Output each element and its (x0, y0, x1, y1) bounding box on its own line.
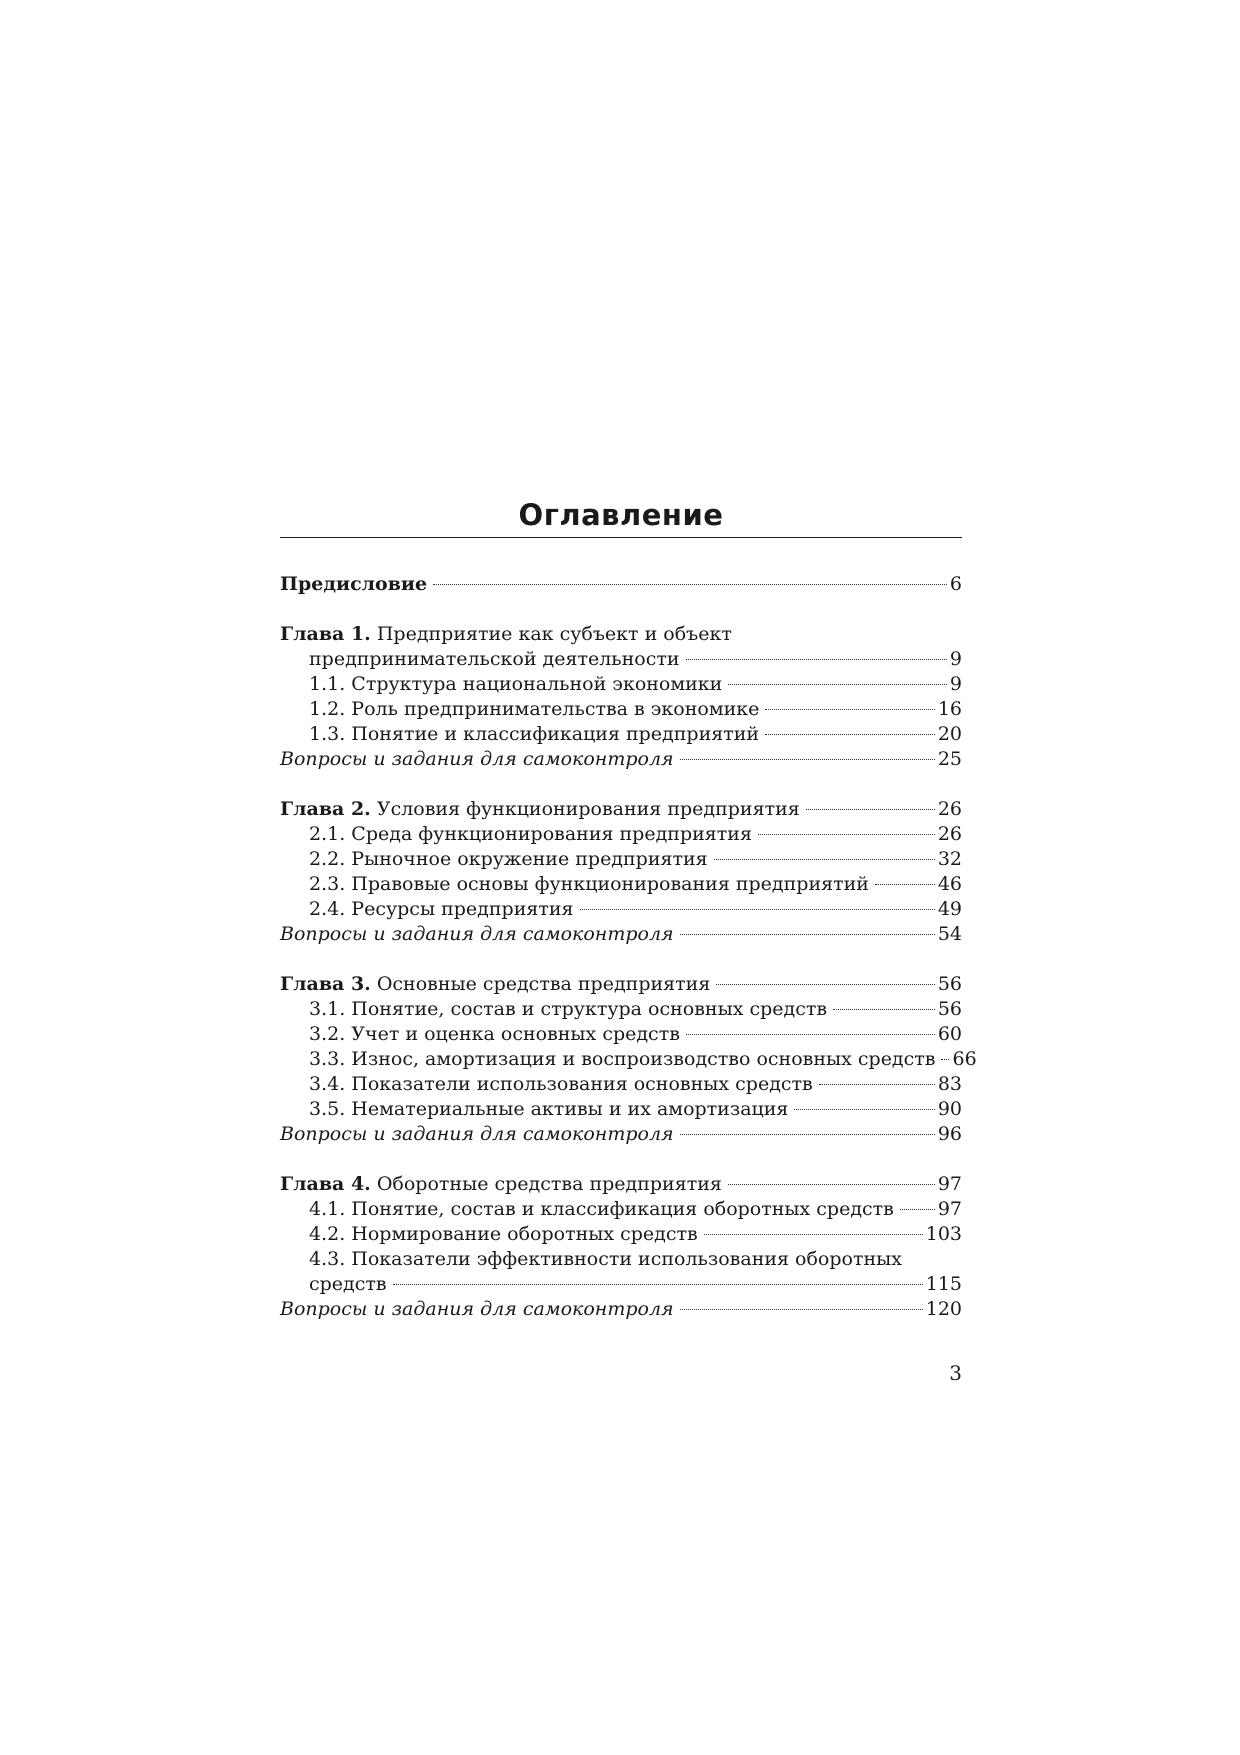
section-label: 1.2. Роль предпринимательства в экономике (309, 698, 760, 720)
toc-questions-1[interactable] (280, 747, 962, 772)
toc-questions-3[interactable] (280, 1122, 962, 1147)
dot-leader (794, 1109, 934, 1110)
dot-leader (819, 1084, 935, 1085)
page-ref: 96 (937, 1123, 962, 1145)
page-ref: 26 (937, 798, 962, 820)
dot-leader (900, 1209, 935, 1210)
page-ref: 60 (937, 1023, 962, 1045)
questions-label: Вопросы и задания для самоконтроля (280, 1123, 674, 1145)
toc-section-2-1[interactable] (280, 822, 962, 847)
section-label: 3.2. Учет и оценка основных средств (309, 1023, 680, 1045)
toc-section-4-3[interactable] (280, 1247, 962, 1272)
dot-leader (765, 734, 935, 735)
dot-leader (393, 1284, 923, 1285)
page-ref: 49 (937, 898, 962, 920)
dot-leader (765, 709, 934, 710)
section-label: 3.1. Понятие, состав и структура основных средств (309, 998, 828, 1020)
entry-label: Предисловие (280, 573, 428, 595)
dot-leader (680, 759, 935, 760)
toc-chapter-4-heading[interactable] (280, 1172, 962, 1197)
section-label-cont: средств (309, 1273, 387, 1295)
section-label: 3.3. Износ, амортизация и воспроизводство основных средств (309, 1048, 936, 1070)
dot-leader (806, 809, 935, 810)
section-label: 1.3. Понятие и классификация предприятий (309, 723, 760, 745)
dot-leader (875, 884, 935, 885)
chapter-title: Предприятие как субъект и объект (376, 623, 732, 645)
title-rule (280, 537, 962, 538)
page-ref: 90 (937, 1098, 962, 1120)
dot-leader (728, 1184, 935, 1185)
dot-leader (433, 584, 947, 585)
toc-section-3-5[interactable] (280, 1097, 962, 1122)
dot-leader (716, 984, 935, 985)
page-title: Оглавление (518, 498, 724, 532)
toc-questions-2[interactable] (280, 922, 962, 947)
page-ref: 9 (949, 648, 962, 670)
toc-section-2-3[interactable] (280, 872, 962, 897)
section-label: 3.4. Показатели использования основных средств (309, 1073, 813, 1095)
toc-section-1-3[interactable] (280, 722, 962, 747)
toc-section-2-4[interactable] (280, 897, 962, 922)
page-ref: 46 (937, 873, 962, 895)
section-label: 4.1. Понятие, состав и классификация оборотных средств (309, 1198, 894, 1220)
table-of-contents (280, 572, 977, 1322)
chapter-number: Глава 2. (280, 798, 371, 820)
page-ref: 66 (952, 1048, 977, 1070)
toc-section-3-1[interactable] (280, 997, 962, 1022)
toc-entry-preface[interactable] (280, 572, 962, 597)
page-ref: 54 (937, 923, 962, 945)
toc-section-3-2[interactable] (280, 1022, 962, 1047)
dot-leader (680, 1309, 923, 1310)
section-label: 2.2. Рыночное окружение предприятия (309, 848, 708, 870)
toc-section-1-2[interactable] (280, 697, 962, 722)
toc-section-1-1[interactable] (280, 672, 962, 697)
section-label: 4.2. Нормирование оборотных средств (309, 1223, 698, 1245)
dot-leader (941, 1059, 949, 1060)
dot-leader (580, 909, 935, 910)
toc-section-3-4[interactable] (280, 1072, 962, 1097)
page-ref: 97 (937, 1198, 962, 1220)
chapter-number: Глава 4. (280, 1173, 371, 1195)
dot-leader (833, 1009, 935, 1010)
section-label: 2.3. Правовые основы функционирования предприятий (309, 873, 869, 895)
chapter-number: Глава 1. (280, 623, 371, 645)
page-ref: 32 (937, 848, 962, 870)
dot-leader (704, 1234, 923, 1235)
chapter-title: Основные средства предприятия (376, 973, 711, 995)
section-label: 4.3. Показатели эффективности использования оборотных (309, 1248, 902, 1270)
page-ref: 6 (949, 573, 962, 595)
toc-section-4-1[interactable] (280, 1197, 962, 1222)
dot-leader (680, 1134, 935, 1135)
page-ref: 16 (937, 698, 962, 720)
dot-leader (758, 834, 935, 835)
toc-chapter-2-heading[interactable] (280, 797, 962, 822)
chapter-number: Глава 3. (280, 973, 371, 995)
page-ref: 56 (937, 998, 962, 1020)
dot-leader (728, 684, 947, 685)
toc-chapter-3-heading[interactable] (280, 972, 962, 997)
questions-label: Вопросы и задания для самоконтроля (280, 923, 674, 945)
dot-leader (714, 859, 935, 860)
section-label: 1.1. Структура национальной экономики (309, 673, 723, 695)
questions-label: Вопросы и задания для самоконтроля (280, 1298, 674, 1320)
dot-leader (680, 934, 935, 935)
section-label: 2.1. Среда функционирования предприятия (309, 823, 752, 845)
questions-label: Вопросы и задания для самоконтроля (280, 748, 674, 770)
chapter-title: Оборотные средства предприятия (376, 1173, 722, 1195)
page-ref: 120 (925, 1298, 962, 1320)
page-ref: 56 (937, 973, 962, 995)
page-ref: 25 (937, 748, 962, 770)
toc-questions-4[interactable] (280, 1297, 962, 1322)
chapter-title: Условия функционирования предприятия (376, 798, 800, 820)
page-number: 3 (949, 1361, 962, 1385)
dot-leader (686, 1034, 935, 1035)
page-ref: 103 (925, 1223, 962, 1245)
toc-page (280, 495, 977, 1322)
page-ref: 26 (937, 823, 962, 845)
page-ref: 115 (925, 1273, 962, 1295)
page-ref: 97 (937, 1173, 962, 1195)
section-label: 2.4. Ресурсы предприятия (309, 898, 574, 920)
toc-chapter-1-heading[interactable] (280, 622, 962, 647)
chapter-title-cont: предпринимательской деятельности (309, 648, 680, 670)
toc-section-2-2[interactable] (280, 847, 962, 872)
page-ref: 9 (949, 673, 962, 695)
toc-section-4-2[interactable] (280, 1222, 962, 1247)
section-label: 3.5. Нематериальные активы и их амортизация (309, 1098, 789, 1120)
page-ref: 83 (937, 1073, 962, 1095)
toc-section-4-3-cont[interactable] (280, 1272, 962, 1297)
toc-chapter-1-heading-cont[interactable] (280, 647, 962, 672)
page-ref: 20 (937, 723, 962, 745)
toc-section-3-3[interactable] (280, 1047, 977, 1072)
dot-leader (686, 659, 947, 660)
